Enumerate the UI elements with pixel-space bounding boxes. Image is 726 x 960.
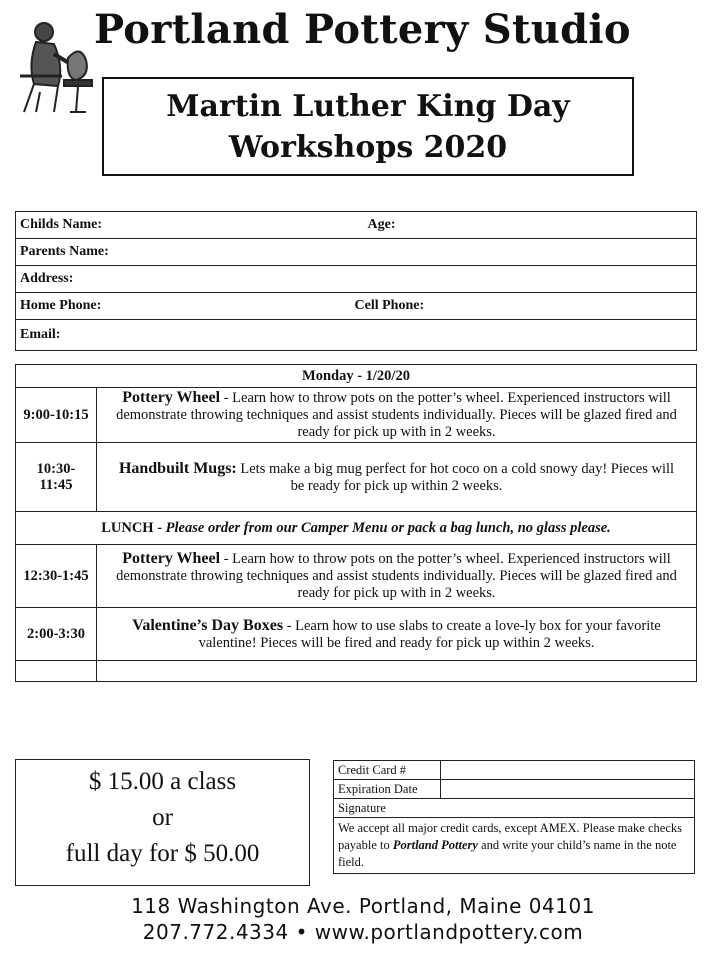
session-description: [97, 608, 697, 661]
schedule-table: [15, 364, 697, 682]
session-time-start: 10:30-: [36, 461, 76, 477]
phone-field[interactable]: [16, 293, 697, 320]
session-time: 12:30-1:45: [16, 545, 97, 608]
price-or: or: [152, 804, 173, 831]
lunch-label: LUNCH -: [101, 519, 166, 536]
expiration-label: Expiration Date: [334, 780, 441, 799]
payment-note-suffix: and write your child’s name in the note field.: [338, 838, 677, 869]
address-field[interactable]: [16, 266, 697, 293]
form-row-child: [16, 212, 697, 239]
session-title: Valentine’s Day Boxes: [132, 616, 284, 634]
childs-name-field[interactable]: [16, 212, 697, 239]
session-title: Pottery Wheel: [122, 550, 221, 567]
session-description: [97, 388, 697, 443]
price-per-class: $ 15.00 a class: [88, 768, 237, 795]
session-time: [16, 443, 97, 512]
empty-row: [16, 661, 697, 682]
credit-card-label: Credit Card #: [334, 761, 441, 780]
session-description: [97, 443, 697, 512]
signature-field[interactable]: [334, 799, 695, 818]
payment-note-prefix: We accept all major credit cards, except AMEX. Please make checks payable to: [338, 821, 682, 852]
footer: [0, 893, 726, 945]
session-title: Pottery Wheel: [122, 389, 221, 406]
pricing-box: [15, 759, 310, 886]
footer-address: 118 Washington Ave. Portland, Maine 04101: [131, 894, 595, 918]
credit-card-input[interactable]: [441, 761, 695, 780]
session-text: - Learn how to use slabs to create a love-ly box for your favorite valentine! Pieces will be fired and ready for pick up within 2 weeks.: [198, 617, 661, 651]
event-title-box: [102, 77, 634, 176]
lunch-note: [16, 512, 697, 545]
expiration-input[interactable]: [441, 780, 695, 799]
session-text: - Learn how to throw pots on the potter’s wheel. Experienced instructors will demonstrate throwing techniques and assist students individually. Pieces will be glazed fired and ready for pick up with in 2 weeks.: [116, 390, 677, 440]
empty-cell: [97, 661, 697, 682]
childs-name-label: Childs Name:: [20, 217, 103, 232]
session-row: [16, 608, 697, 661]
studio-title: Portland Pottery Studio: [94, 6, 631, 53]
session-time: 2:00-3:30: [16, 608, 97, 661]
email-label: Email:: [20, 327, 61, 342]
age-label: Age:: [367, 217, 396, 232]
registration-form: [15, 211, 697, 351]
payment-note: [334, 818, 695, 874]
cell-phone-label: Cell Phone:: [354, 298, 425, 313]
session-time-end: 11:45: [39, 477, 73, 493]
price-full-day: full day for $ 50.00: [65, 840, 260, 867]
payment-payee: Portland Pottery: [392, 838, 478, 852]
footer-contact: 207.772.4334 • www.portlandpottery.com: [142, 920, 584, 944]
lunch-text: Please order from our Camper Menu or pack a bag lunch, no glass please.: [165, 519, 611, 536]
session-row: [16, 545, 697, 608]
signature-label: Signature: [338, 800, 386, 815]
home-phone-label: Home Phone:: [20, 298, 102, 313]
event-title-line1: Martin Luther King Day: [166, 89, 570, 124]
empty-cell: [16, 661, 97, 682]
session-title: Handbuilt Mugs:: [118, 459, 237, 477]
email-field[interactable]: [16, 320, 697, 351]
session-text: - Learn how to throw pots on the potter’s wheel. Experienced instructors will demonstrate throwing techniques and assist students individually. Pieces will be glazed fired and ready for pick up with in 2 weeks.: [116, 551, 677, 601]
parents-name-label: Parents Name:: [20, 244, 109, 259]
session-row: [16, 443, 697, 512]
session-text: Lets make a big mug perfect for hot coco on a cold snowy day! Pieces will be ready for pick up within 2 weeks.: [236, 460, 675, 494]
schedule-day: Monday - 1/20/20: [16, 365, 697, 388]
potter-at-wheel-icon: [14, 14, 96, 116]
session-row: [16, 388, 697, 443]
session-description: [97, 545, 697, 608]
parents-name-field[interactable]: [16, 239, 697, 266]
session-time: 9:00-10:15: [16, 388, 97, 443]
event-title-line2: Workshops 2020: [228, 130, 508, 165]
address-label: Address:: [20, 271, 74, 286]
payment-form: [333, 760, 695, 874]
